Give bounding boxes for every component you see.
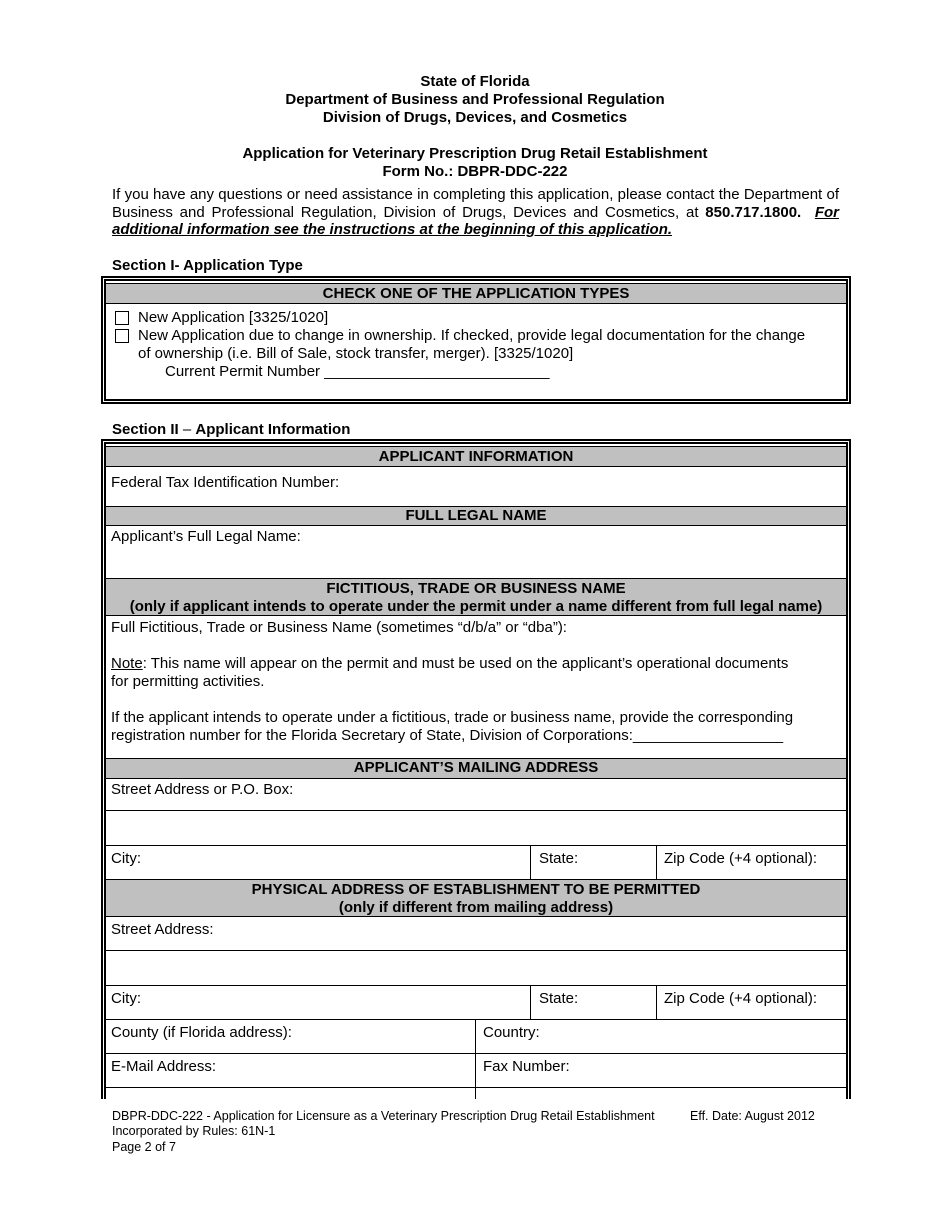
footer-form-title: DBPR-DDC-222 - Application for Licensure as a Veterinary Prescription Drug Retail Establishment xyxy=(112,1109,655,1123)
new-application-checkbox[interactable] xyxy=(115,311,129,325)
footer-eff-date: Eff. Date: August 2012 xyxy=(690,1109,815,1123)
application-type-header: CHECK ONE OF THE APPLICATION TYPES xyxy=(106,283,846,304)
change-ownership-label-line1: New Application due to change in ownership. If checked, provide legal documentation for the change xyxy=(138,327,806,344)
physical-state-label: State: xyxy=(539,990,579,1007)
fein-label: Federal Tax Identification Number: xyxy=(111,474,340,491)
full-legal-name-label: Applicant’s Full Legal Name: xyxy=(111,528,301,545)
fictitious-name-header: FICTITIOUS, TRADE OR BUSINESS NAME (only if applicant intends to operate under the permit under a name different from full legal name) xyxy=(106,578,846,616)
physical-street-label: Street Address: xyxy=(111,921,214,938)
note-line2: for permitting activities. xyxy=(111,673,265,690)
applicant-information-box xyxy=(101,439,851,1099)
full-legal-name-header: FULL LEGAL NAME xyxy=(106,506,846,526)
division-title: Division of Drugs, Devices, and Cosmetics xyxy=(322,109,628,126)
form-title: Application for Veterinary Prescription Drug Retail Establishment xyxy=(242,145,708,162)
mailing-state-label: State: xyxy=(539,850,579,867)
physical-city-label: City: xyxy=(111,990,141,1007)
new-application-label: New Application [3325/1020] xyxy=(138,309,329,326)
registration-number-field[interactable]: registration number for the Florida Secretary of State, Division of Corporations:__________________ xyxy=(111,727,784,744)
mailing-street-label: Street Address or P.O. Box: xyxy=(111,781,294,798)
fax-label: Fax Number: xyxy=(483,1058,570,1075)
contact-phone: 850.717.1800. xyxy=(705,203,802,221)
applicant-information-header: APPLICANT INFORMATION xyxy=(106,446,846,467)
section2-title: Section II – Applicant Information xyxy=(112,421,351,438)
department-title: Department of Business and Professional Regulation xyxy=(285,91,665,108)
change-ownership-label-line2: of ownership (i.e. Bill of Sale, stock transfer, merger). [3325/1020] xyxy=(138,345,574,362)
registration-line1: If the applicant intends to operate under a fictitious, trade or business name, provide the corresponding xyxy=(111,709,794,726)
county-label: County (if Florida address): xyxy=(111,1024,292,1041)
mailing-address-header: APPLICANT’S MAILING ADDRESS xyxy=(106,758,846,779)
additional-info-note: For additional information see the instructions at the beginning of this application. xyxy=(112,203,839,238)
footer-rules: Incorporated by Rules: 61N-1 xyxy=(112,1124,276,1138)
physical-address-header: PHYSICAL ADDRESS OF ESTABLISHMENT TO BE PERMITTED (only if different from mailing address) xyxy=(106,879,846,917)
application-type-box xyxy=(101,276,851,404)
email-label: E-Mail Address: xyxy=(111,1058,217,1075)
fictitious-name-label: Full Fictitious, Trade or Business Name (sometimes “d/b/a” or “dba”): xyxy=(111,619,567,636)
note-line1: Note: This name will appear on the permit and must be used on the applicant’s operational documents xyxy=(111,655,789,672)
country-label: Country: xyxy=(483,1024,540,1041)
state-title: State of Florida xyxy=(420,73,530,90)
section1-title: Section I- Application Type xyxy=(112,257,303,274)
intro-paragraph xyxy=(112,186,839,239)
footer-page-number: Page 2 of 7 xyxy=(112,1140,176,1154)
intro-text: If you have any questions or need assistance in completing this application, please contact the Department of Business and Professional Regulation, Division of Drugs, Devices and Cosmetics, at xyxy=(112,186,839,221)
form-number: Form No.: DBPR-DDC-222 xyxy=(382,163,568,180)
mailing-zip-label: Zip Code (+4 optional): xyxy=(664,850,818,867)
current-permit-number-field[interactable]: Current Permit Number ___________________________ xyxy=(165,363,550,380)
mailing-city-label: City: xyxy=(111,850,141,867)
physical-zip-label: Zip Code (+4 optional): xyxy=(664,990,818,1007)
change-ownership-checkbox[interactable] xyxy=(115,329,129,343)
